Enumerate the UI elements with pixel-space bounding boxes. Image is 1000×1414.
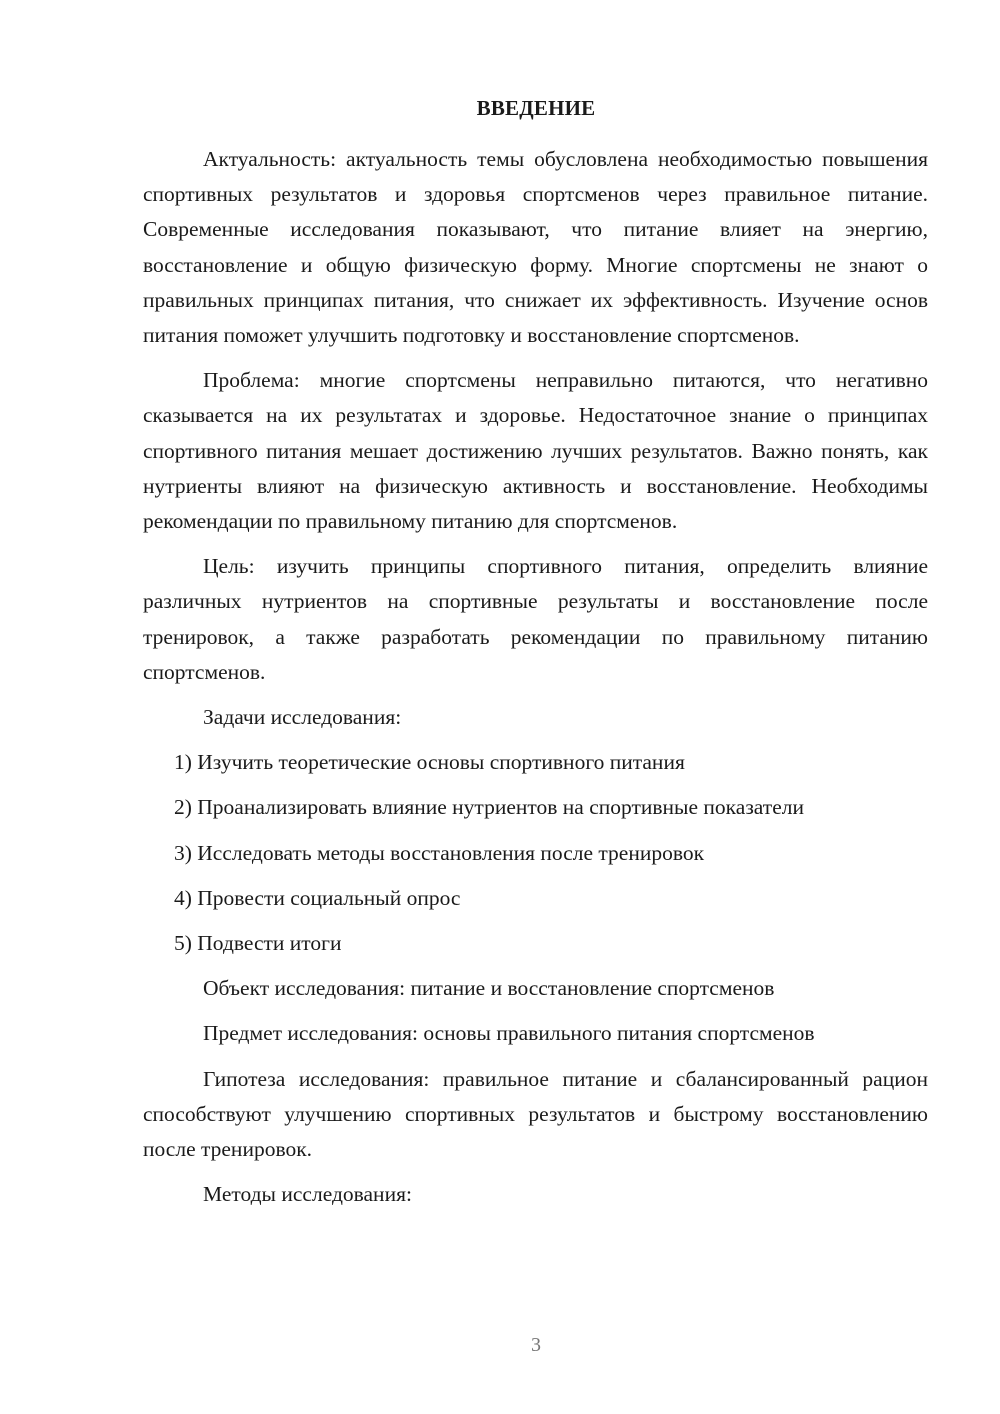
tasks-list (143, 745, 928, 961)
relevance-paragraph: Актуальность: актуальность темы обусловлена необходимостью повышения спортивных результатов и здоровья спортсменов через правильное питание. Современные исследования показывают, что питание влияет на энергию, восстановление и общую физическую форму. Многие спортсмены не знают о правильных принципах питания, что снижает их эффективность. Изучение основ питания поможет улучшить подготовку и восстановление спортсменов. (143, 147, 928, 348)
body-text (143, 142, 928, 1222)
methods-title: Методы исследования: (203, 1182, 412, 1207)
list-item: 1) Изучить теоретические основы спортивного питания (174, 750, 685, 775)
section-heading: ВВЕДЕНИЕ (476, 96, 596, 120)
research-object: Объект исследования: питание и восстановление спортсменов (203, 976, 775, 1001)
problem-paragraph: Проблема: многие спортсмены неправильно питаются, что негативно сказывается на их результатах и здоровье. Недостаточное знание о принципах спортивного питания мешает достижению лучших результатов. Важно понять, как нутриенты влияют на физическую активность и восстановление. Необходимы рекомендации по правильному питанию для спортсменов. (143, 368, 928, 534)
tasks-title: Задачи исследования: (203, 705, 402, 730)
research-hypothesis: Гипотеза исследования: правильное питание и сбалансированный рацион способствуют улучшению спортивных результатов и быстрому восстановлению после тренировок. (143, 1066, 928, 1162)
list-item: 2) Проанализировать влияние нутриентов на спортивные показатели (174, 795, 804, 820)
list-item: 3) Исследовать методы восстановления после тренировок (174, 840, 705, 865)
goal-paragraph: Цель: изучить принципы спортивного питания, определить влияние различных нутриентов на спортивные результаты и восстановление после тренировок, а также разработать рекомендации по правильному питанию спортсменов. (143, 554, 928, 684)
page-number: 3 (531, 1334, 541, 1356)
list-item: 4) Провести социальный опрос (174, 885, 461, 910)
list-item: 5) Подвести итоги (174, 931, 342, 956)
research-subject: Предмет исследования: основы правильного питания спортсменов (203, 1021, 815, 1046)
